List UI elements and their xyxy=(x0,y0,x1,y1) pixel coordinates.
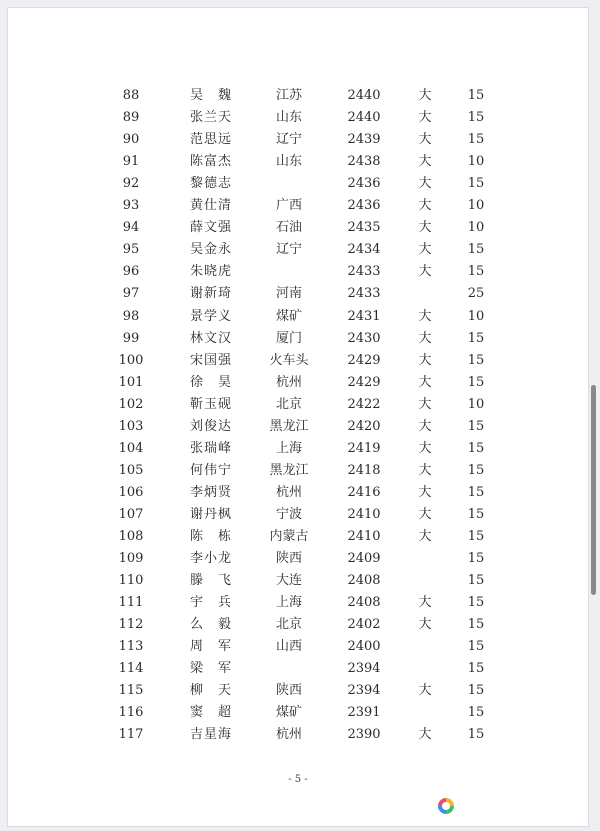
cell-region: 陕西 xyxy=(275,683,302,699)
table-row xyxy=(8,702,588,724)
cell-rating: 2418 xyxy=(347,462,381,478)
cell-rank: 102 xyxy=(118,396,144,412)
cell-mark: 大 xyxy=(418,198,432,214)
cell-rank: 105 xyxy=(118,462,144,478)
cell-mark: 大 xyxy=(418,88,432,103)
cell-mark: 大 xyxy=(418,506,432,522)
cell-name: 周 军 xyxy=(189,639,232,655)
cell-rank: 93 xyxy=(122,198,140,214)
cell-rank: 101 xyxy=(118,374,144,390)
cell-rating: 2390 xyxy=(347,727,381,743)
cell-mark: 大 xyxy=(418,264,432,280)
cell-region: 杭州 xyxy=(275,484,302,500)
cell-name: 何伟宁 xyxy=(189,462,232,478)
cell-mark: 大 xyxy=(418,330,432,346)
cell-value: 15 xyxy=(467,705,485,721)
cell-name: 陈 栋 xyxy=(189,529,232,544)
cell-mark: 大 xyxy=(418,110,432,126)
cell-rating: 2440 xyxy=(347,110,381,126)
cell-region: 煤矿 xyxy=(275,705,302,721)
cell-rank: 100 xyxy=(118,352,144,368)
cell-rank: 94 xyxy=(122,220,140,236)
cell-rank: 89 xyxy=(122,110,140,126)
cell-mark: 大 xyxy=(418,418,432,434)
cell-value: 15 xyxy=(467,374,485,390)
cell-rank: 106 xyxy=(118,484,144,500)
cell-value: 15 xyxy=(467,617,485,633)
cell-mark: 大 xyxy=(418,595,432,611)
cell-rank: 103 xyxy=(118,418,144,434)
table-row xyxy=(8,636,588,658)
cell-rank: 113 xyxy=(118,639,144,655)
cell-value: 10 xyxy=(467,154,485,170)
cell-mark: 大 xyxy=(418,617,432,633)
cell-value: 15 xyxy=(467,727,485,743)
cell-rating: 2436 xyxy=(347,176,381,192)
table-row xyxy=(8,394,588,416)
cell-value: 10 xyxy=(467,220,485,236)
cell-rating: 2435 xyxy=(347,220,381,236)
cell-name: 景学义 xyxy=(189,308,232,324)
cell-value: 15 xyxy=(467,242,485,258)
cell-region: 内蒙古 xyxy=(269,529,309,544)
cell-rating: 2416 xyxy=(347,484,381,500)
cell-name: 宇 兵 xyxy=(189,595,232,611)
cell-name: 吉星海 xyxy=(189,727,232,743)
cell-mark: 大 xyxy=(418,308,432,324)
table-row xyxy=(8,217,588,239)
table-row xyxy=(8,151,588,173)
cell-rating: 2433 xyxy=(347,264,381,280)
table-row xyxy=(8,482,588,504)
cell-rating: 2429 xyxy=(347,352,381,368)
table-row xyxy=(8,680,588,702)
page-number: - 5 - xyxy=(288,774,308,785)
table-row xyxy=(8,570,588,592)
cell-name: 谢丹枫 xyxy=(189,506,232,522)
cell-rating: 2400 xyxy=(347,639,381,655)
cell-name: 薛文强 xyxy=(189,220,232,236)
cell-region: 山东 xyxy=(275,110,302,126)
cell-rank: 116 xyxy=(118,705,144,721)
cell-rank: 104 xyxy=(118,440,144,456)
cell-value: 15 xyxy=(467,352,485,368)
cell-rank: 91 xyxy=(122,154,140,170)
cell-mark: 大 xyxy=(418,396,432,412)
cell-name: 黎德志 xyxy=(189,176,232,192)
cell-name: 黄仕清 xyxy=(189,198,232,214)
cell-value: 15 xyxy=(467,484,485,500)
cell-rank: 98 xyxy=(122,308,140,324)
cell-rank: 99 xyxy=(122,330,140,346)
cell-rating: 2391 xyxy=(347,705,381,721)
cell-value: 10 xyxy=(467,396,485,412)
table-row xyxy=(8,261,588,283)
cell-name: 李小龙 xyxy=(189,551,232,567)
cell-value: 15 xyxy=(467,639,485,655)
cell-rating: 2422 xyxy=(347,396,381,412)
cell-name: 么 毅 xyxy=(189,617,232,633)
cell-rank: 111 xyxy=(118,595,144,611)
cell-name: 宋国强 xyxy=(189,352,232,368)
cell-name: 李炳贤 xyxy=(189,484,232,500)
cell-value: 10 xyxy=(467,198,485,214)
table-row xyxy=(8,438,588,460)
app-logo-icon[interactable] xyxy=(438,798,454,814)
cell-name: 滕 飞 xyxy=(189,573,232,589)
cell-value: 15 xyxy=(467,683,485,699)
cell-rating: 2439 xyxy=(347,132,381,148)
table-row xyxy=(8,526,588,548)
cell-value: 15 xyxy=(467,110,485,126)
cell-rating: 2433 xyxy=(347,286,381,302)
table-row xyxy=(8,173,588,195)
cell-rank: 92 xyxy=(122,176,140,192)
cell-value: 15 xyxy=(467,551,485,567)
cell-name: 陈富杰 xyxy=(189,154,232,170)
cell-name: 吴 魏 xyxy=(189,88,232,103)
cell-name: 窦 超 xyxy=(189,705,232,721)
cell-rating: 2431 xyxy=(347,308,381,324)
table-row xyxy=(8,504,588,526)
cell-mark: 大 xyxy=(418,440,432,456)
cell-rating: 2394 xyxy=(347,683,381,699)
cell-name: 梁 军 xyxy=(189,661,232,677)
cell-rank: 107 xyxy=(118,506,144,522)
table-row xyxy=(8,129,588,151)
cell-rank: 115 xyxy=(118,683,144,699)
cell-value: 15 xyxy=(467,176,485,192)
cell-rank: 97 xyxy=(122,286,140,302)
cell-name: 张兰天 xyxy=(189,110,232,126)
cell-rating: 2394 xyxy=(347,661,381,677)
cell-region: 北京 xyxy=(275,617,302,633)
table-row xyxy=(8,372,588,394)
cell-region: 石油 xyxy=(275,220,302,236)
cell-rating: 2402 xyxy=(347,617,381,633)
table-row xyxy=(8,328,588,350)
cell-name: 朱晓虎 xyxy=(189,264,232,280)
cell-name: 林文汉 xyxy=(189,330,232,346)
cell-region: 黑龙江 xyxy=(269,462,309,478)
cell-region: 山西 xyxy=(275,639,302,655)
cell-region: 北京 xyxy=(275,396,302,412)
cell-rating: 2430 xyxy=(347,330,381,346)
cell-name: 靳玉砚 xyxy=(189,396,232,412)
cell-region: 江苏 xyxy=(275,88,302,103)
cell-rank: 88 xyxy=(122,88,140,103)
document-page xyxy=(7,7,589,827)
cell-region: 煤矿 xyxy=(275,308,302,324)
cell-rank: 117 xyxy=(118,727,144,743)
cell-mark: 大 xyxy=(418,176,432,192)
cell-rank: 109 xyxy=(118,551,144,567)
cell-rating: 2408 xyxy=(347,595,381,611)
cell-mark: 大 xyxy=(418,462,432,478)
cell-name: 吴金永 xyxy=(189,242,232,258)
cell-rating: 2408 xyxy=(347,573,381,589)
cell-region: 火车头 xyxy=(269,352,309,368)
cell-mark: 大 xyxy=(418,352,432,368)
cell-rating: 2410 xyxy=(347,529,381,544)
table-row xyxy=(8,614,588,636)
table-row xyxy=(8,460,588,482)
table-row xyxy=(8,350,588,372)
cell-value: 15 xyxy=(467,661,485,677)
cell-region: 黑龙江 xyxy=(269,418,309,434)
table-row xyxy=(8,195,588,217)
cell-region: 宁波 xyxy=(275,506,302,522)
table-row xyxy=(8,239,588,261)
cell-rank: 108 xyxy=(118,529,144,544)
cell-value: 15 xyxy=(467,264,485,280)
cell-region: 广西 xyxy=(275,198,302,214)
table-row xyxy=(8,306,588,328)
cell-value: 15 xyxy=(467,88,485,103)
cell-region: 杭州 xyxy=(275,727,302,743)
cell-mark: 大 xyxy=(418,242,432,258)
cell-region: 陕西 xyxy=(275,551,302,567)
table-row xyxy=(8,416,588,438)
cell-mark: 大 xyxy=(418,683,432,699)
cell-value: 15 xyxy=(467,573,485,589)
cell-rating: 2409 xyxy=(347,551,381,567)
cell-region: 上海 xyxy=(275,440,302,456)
cell-region: 河南 xyxy=(275,286,302,302)
cell-name: 谢新琦 xyxy=(189,286,232,302)
cell-mark: 大 xyxy=(418,132,432,148)
cell-rating: 2434 xyxy=(347,242,381,258)
table-row xyxy=(8,724,588,746)
table-row xyxy=(8,658,588,680)
cell-rating: 2420 xyxy=(347,418,381,434)
cell-rating: 2436 xyxy=(347,198,381,214)
cell-mark: 大 xyxy=(418,529,432,544)
vertical-scrollbar[interactable] xyxy=(591,385,596,595)
cell-rank: 110 xyxy=(118,573,144,589)
cell-region: 厦门 xyxy=(275,330,302,346)
cell-value: 15 xyxy=(467,330,485,346)
cell-rating: 2419 xyxy=(347,440,381,456)
cell-rating: 2410 xyxy=(347,506,381,522)
cell-rank: 95 xyxy=(122,242,140,258)
cell-name: 徐 昊 xyxy=(189,374,232,390)
cell-rank: 90 xyxy=(122,132,140,148)
cell-mark: 大 xyxy=(418,484,432,500)
cell-value: 15 xyxy=(467,132,485,148)
cell-rank: 112 xyxy=(118,617,144,633)
cell-value: 15 xyxy=(467,529,485,544)
cell-mark: 大 xyxy=(418,154,432,170)
cell-name: 柳 天 xyxy=(189,683,232,699)
cell-mark: 大 xyxy=(418,374,432,390)
cell-value: 15 xyxy=(467,462,485,478)
cell-rating: 2440 xyxy=(347,88,381,103)
cell-value: 25 xyxy=(467,286,485,302)
table-row xyxy=(8,548,588,570)
cell-rank: 114 xyxy=(118,661,144,677)
cell-region: 上海 xyxy=(275,595,302,611)
table-row xyxy=(8,592,588,614)
cell-name: 张瑞峰 xyxy=(189,440,232,456)
cell-region: 山东 xyxy=(275,154,302,170)
cell-region: 辽宁 xyxy=(275,132,302,148)
cell-rank: 96 xyxy=(122,264,140,280)
cell-mark: 大 xyxy=(418,220,432,236)
cell-region: 辽宁 xyxy=(275,242,302,258)
cell-name: 范思远 xyxy=(189,132,232,148)
cell-rating: 2429 xyxy=(347,374,381,390)
table-row xyxy=(8,107,588,129)
cell-value: 15 xyxy=(467,440,485,456)
cell-rating: 2438 xyxy=(347,154,381,170)
cell-value: 15 xyxy=(467,595,485,611)
cell-region: 杭州 xyxy=(275,374,302,390)
cell-mark: 大 xyxy=(418,727,432,743)
cell-value: 10 xyxy=(467,308,485,324)
table-row xyxy=(8,85,588,107)
cell-name: 刘俊达 xyxy=(189,418,232,434)
cell-value: 15 xyxy=(467,418,485,434)
table-row xyxy=(8,283,588,305)
cell-value: 15 xyxy=(467,506,485,522)
cell-region: 大连 xyxy=(275,573,302,589)
